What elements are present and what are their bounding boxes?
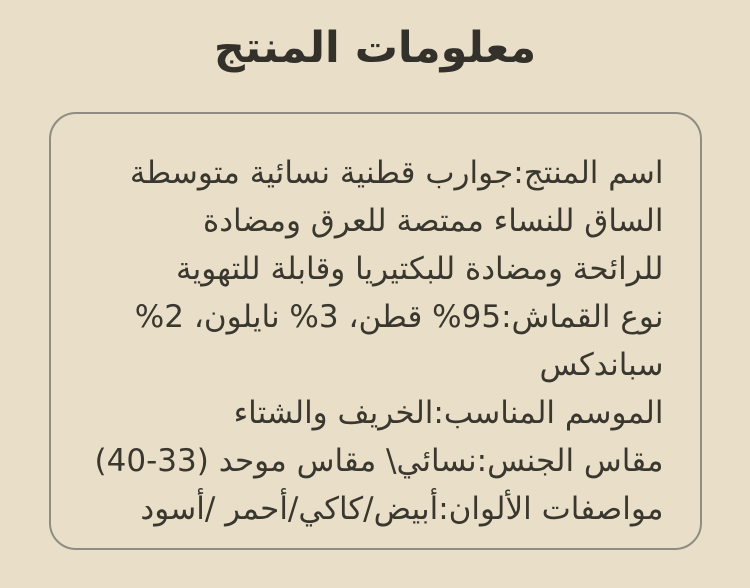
page-header — [0, 0, 750, 78]
product-info-line: مواصفات الألوان:أبيض/كاكي/أحمر /أسود — [140, 491, 664, 527]
product-info-line: سباندكس — [539, 347, 664, 383]
product-info-line: مقاس الجنس:نسائي\ مقاس موحد (33-40) — [94, 443, 664, 479]
product-info-line: الموسم المناسب:الخريف والشتاء — [233, 395, 664, 431]
product-info-line: اسم المنتج:جوارب قطنية نسائية متوسطة — [129, 155, 664, 191]
product-info-line: الساق للنساء ممتصة للعرق ومضادة — [202, 203, 664, 239]
product-info-line: للرائحة ومضادة للبكتيريا وقابلة للتهوية — [176, 251, 664, 287]
product-info-card — [49, 112, 702, 550]
page-title: معلومات المنتج — [213, 23, 537, 74]
product-info-line: نوع القماش:95% قطن، 3% نايلون، 2% — [134, 299, 664, 335]
